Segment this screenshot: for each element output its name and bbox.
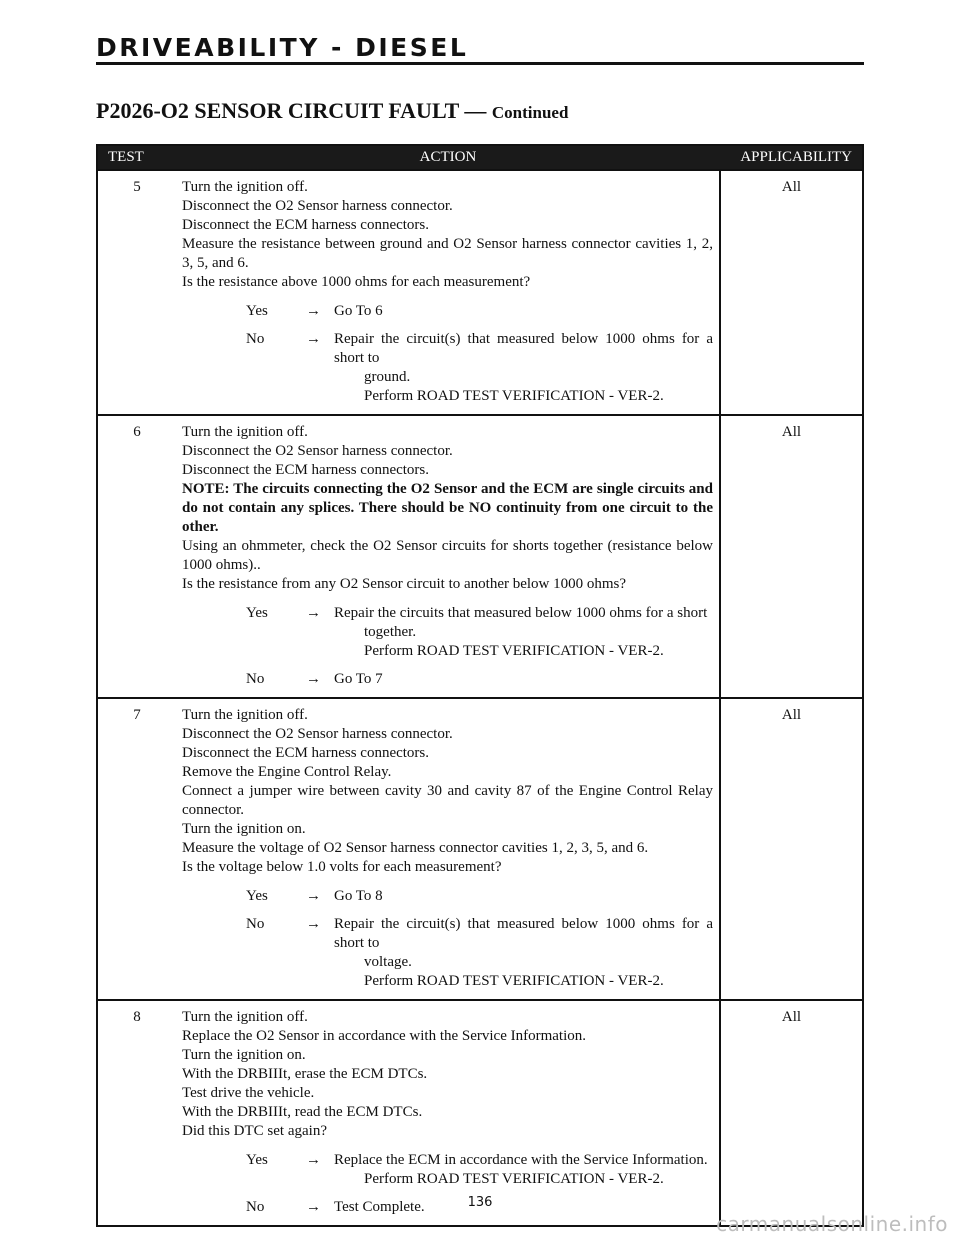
action-step: With the DRBIIIt, erase the ECM DTCs. xyxy=(182,1066,428,1082)
answer-label: Yes xyxy=(246,605,268,621)
test-number: 5 xyxy=(97,170,176,415)
table-row xyxy=(97,698,863,1000)
action-step: Turn the ignition off. xyxy=(182,1009,308,1025)
answer-no xyxy=(182,670,713,689)
test-rows xyxy=(97,170,863,1226)
header-rule xyxy=(96,62,864,65)
answer-line: Repair the circuits that measured below 1000 ohms for a short xyxy=(334,605,708,621)
page-title-text: P2026-O2 SENSOR CIRCUIT FAULT — xyxy=(96,98,487,123)
action-step: Turn the ignition off. xyxy=(182,179,308,195)
answer-label: No xyxy=(246,916,265,932)
action-step: Disconnect the ECM harness connectors. xyxy=(182,462,430,478)
column-header-action: ACTION xyxy=(176,145,720,170)
answer-line: Perform ROAD TEST VERIFICATION - VER-2. xyxy=(364,1171,664,1187)
applicability: All xyxy=(720,698,863,1000)
action-cell xyxy=(176,415,720,698)
answer-line: Repair the circuit(s) that measured below 1000 ohms for a short to xyxy=(334,331,713,366)
continued-label: Continued xyxy=(491,103,569,122)
answer-text xyxy=(334,887,713,906)
action-cell xyxy=(176,1000,720,1226)
action-step: Turn the ignition on. xyxy=(182,821,306,837)
action-step: Disconnect the O2 Sensor harness connector. xyxy=(182,443,453,459)
action-step: Turn the ignition off. xyxy=(182,707,308,723)
arrow-right-icon: → xyxy=(306,671,321,687)
answer-line: ground. xyxy=(364,369,411,385)
action-step: Replace the O2 Sensor in accordance with the Service Information. xyxy=(182,1028,587,1044)
answer-text xyxy=(334,330,713,406)
applicability: All xyxy=(720,1000,863,1226)
answer-text xyxy=(334,670,713,689)
answer-label: Yes xyxy=(246,888,268,904)
table-header-row xyxy=(97,145,863,170)
action-cell xyxy=(176,698,720,1000)
answer-no xyxy=(182,915,713,991)
answer-no xyxy=(182,330,713,406)
answer-line: Perform ROAD TEST VERIFICATION - VER-2. xyxy=(364,388,664,404)
arrow-right-icon: → xyxy=(306,916,321,932)
column-header-applicability: APPLICABILITY xyxy=(720,145,863,170)
action-step: Measure the resistance between ground and O2 Sensor harness connector cavities 1, 2, 3, 5, and 6. xyxy=(182,236,713,271)
answer-line: Go To 8 xyxy=(334,888,383,904)
action-step: Is the resistance above 1000 ohms for each measurement? xyxy=(182,274,531,290)
answer-text xyxy=(334,915,713,991)
answer-yes xyxy=(182,302,713,321)
action-step: Measure the voltage of O2 Sensor harness connector cavities 1, 2, 3, 5, and 6. xyxy=(182,840,649,856)
answer-line: Go To 7 xyxy=(334,671,383,687)
action-step: With the DRBIIIt, read the ECM DTCs. xyxy=(182,1104,423,1120)
answer-line: voltage. xyxy=(364,954,412,970)
test-number: 6 xyxy=(97,415,176,698)
answer-line: Test Complete. xyxy=(334,1199,425,1215)
page-title xyxy=(96,98,568,124)
answer-yes xyxy=(182,604,713,661)
answer-text xyxy=(334,604,713,661)
action-step: Disconnect the ECM harness connectors. xyxy=(182,745,430,761)
answer-list xyxy=(182,302,713,406)
applicability: All xyxy=(720,170,863,415)
action-cell xyxy=(176,170,720,415)
action-step: Is the voltage below 1.0 volts for each measurement? xyxy=(182,859,502,875)
answer-text xyxy=(334,302,713,321)
arrow-right-icon: → xyxy=(306,888,321,904)
action-step: Turn the ignition off. xyxy=(182,424,308,440)
table-row xyxy=(97,415,863,698)
action-step: Did this DTC set again? xyxy=(182,1123,327,1139)
action-step: Disconnect the O2 Sensor harness connector. xyxy=(182,726,453,742)
answer-line: together. xyxy=(364,624,417,640)
note-text: NOTE: The circuits connecting the O2 Sensor and the ECM are single circuits and do not contain any splices. There should be NO continuity from one circuit to the other. xyxy=(182,481,713,535)
answer-label: Yes xyxy=(246,303,268,319)
test-number: 8 xyxy=(97,1000,176,1226)
column-header-test: TEST xyxy=(97,145,176,170)
answer-text xyxy=(334,1151,713,1189)
page-number: 136 xyxy=(467,1195,493,1210)
watermark: carmanualsonline.info xyxy=(716,1212,948,1236)
answer-label: No xyxy=(246,331,265,347)
answer-line: Perform ROAD TEST VERIFICATION - VER-2. xyxy=(364,973,664,989)
answer-line: Repair the circuit(s) that measured below 1000 ohms for a short to xyxy=(334,916,713,951)
answer-line: Go To 6 xyxy=(334,303,383,319)
table-row xyxy=(97,170,863,415)
action-step: Turn the ignition on. xyxy=(182,1047,306,1063)
action-step: Disconnect the ECM harness connectors. xyxy=(182,217,430,233)
action-step: Remove the Engine Control Relay. xyxy=(182,764,392,780)
action-step: Test drive the vehicle. xyxy=(182,1085,315,1101)
action-step: Is the resistance from any O2 Sensor circuit to another below 1000 ohms? xyxy=(182,576,627,592)
table-row xyxy=(97,1000,863,1226)
answer-yes xyxy=(182,1151,713,1189)
answer-line: Perform ROAD TEST VERIFICATION - VER-2. xyxy=(364,643,664,659)
arrow-right-icon: → xyxy=(306,605,321,621)
arrow-right-icon: → xyxy=(306,303,321,319)
arrow-right-icon: → xyxy=(306,1199,321,1215)
arrow-right-icon: → xyxy=(306,331,321,347)
applicability: All xyxy=(720,415,863,698)
action-step: Connect a jumper wire between cavity 30 and cavity 87 of the Engine Control Relay connector. xyxy=(182,783,713,818)
action-step: Using an ohmmeter, check the O2 Sensor circuits for shorts together (resistance below 1000 ohms).. xyxy=(182,538,713,573)
answer-label: No xyxy=(246,1199,265,1215)
answer-yes xyxy=(182,887,713,906)
answer-label: No xyxy=(246,671,265,687)
test-number: 7 xyxy=(97,698,176,1000)
arrow-right-icon: → xyxy=(306,1152,321,1168)
answer-list xyxy=(182,887,713,991)
answer-list xyxy=(182,604,713,689)
answer-label: Yes xyxy=(246,1152,268,1168)
answer-line: Replace the ECM in accordance with the Service Information. xyxy=(334,1152,708,1168)
section-title: DRIVEABILITY - DIESEL xyxy=(96,33,469,62)
test-table xyxy=(96,144,864,1227)
action-step: Disconnect the O2 Sensor harness connector. xyxy=(182,198,453,214)
